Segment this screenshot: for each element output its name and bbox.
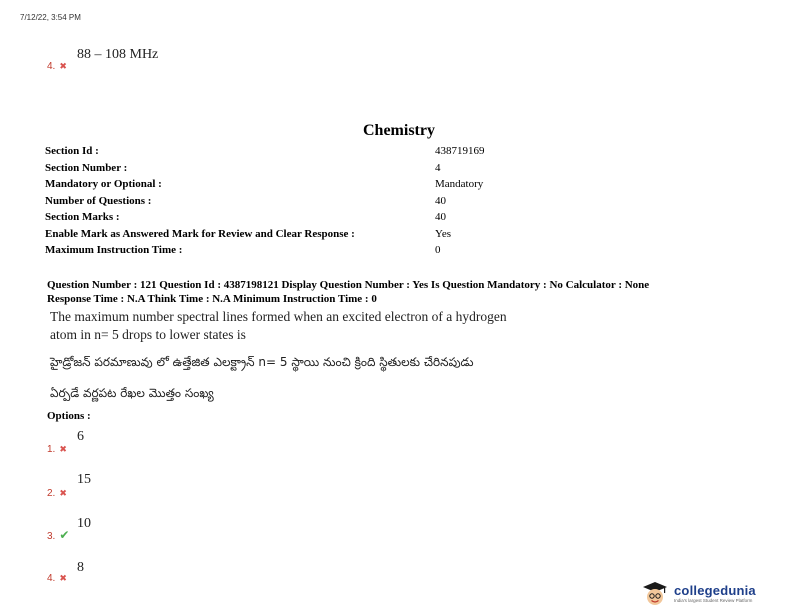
cross-icon: ✖ [59, 62, 67, 72]
prev-option-4 [47, 56, 67, 74]
enable-mark-label: Enable Mark as Answered Mark for Review and Clear Response : [45, 228, 355, 240]
question-telugu-line2: ఏర్పడే వర్ణపట రేఖల మొత్తం సంఖ్య [50, 386, 214, 400]
mandatory-label: Mandatory or Optional : [45, 178, 162, 190]
option-number: 3. [47, 531, 56, 542]
collegedunia-logo [642, 581, 782, 607]
cross-icon: ✖ [59, 489, 67, 499]
section-id-value: 438719169 [435, 145, 485, 157]
print-timestamp: 7/12/22, 3:54 PM [20, 13, 81, 22]
option-1 [47, 439, 67, 457]
logo-name: collegedunia [674, 583, 756, 598]
num-questions-value: 40 [435, 195, 446, 207]
option-4-value: 8 [77, 560, 84, 575]
section-number-value: 4 [435, 162, 441, 174]
question-telugu-line1: హైడ్రోజన్ పరమాణువు లో ఉత్తేజిత ఎలక్ట్రాన్ n= 5 స్థాయి నుంచి క్రింది స్థితులకు చేరినపుడు [50, 355, 474, 369]
section-title: Chemistry [363, 122, 435, 139]
num-questions-label: Number of Questions : [45, 195, 152, 207]
option-2 [47, 483, 67, 501]
mandatory-value: Mandatory [435, 178, 484, 190]
option-4 [47, 568, 67, 586]
option-number: 4. [47, 61, 56, 72]
option-3 [47, 526, 69, 544]
prev-option-value: 88 – 108 MHz [77, 47, 159, 62]
option-1-value: 6 [77, 429, 84, 444]
question-text-line2: atom in n= 5 drops to lower states is [50, 327, 246, 342]
section-id-label: Section Id : [45, 145, 99, 157]
option-number: 4. [47, 573, 56, 584]
option-3-value: 10 [77, 516, 91, 531]
cross-icon: ✖ [59, 574, 67, 584]
question-text-line1: The maximum number spectral lines formed when an excited electron of a hydrogen [50, 309, 507, 324]
section-marks-value: 40 [435, 211, 446, 223]
option-number: 2. [47, 488, 56, 499]
section-number-label: Section Number : [45, 162, 128, 174]
graduate-face-icon [642, 581, 668, 607]
section-marks-label: Section Marks : [45, 211, 120, 223]
question-meta-line2: Response Time : N.A Think Time : N.A Minimum Instruction Time : 0 [47, 293, 377, 305]
enable-mark-value: Yes [435, 228, 452, 240]
max-instruction-time-value: 0 [435, 244, 441, 256]
question-meta-line1: Question Number : 121 Question Id : 4387198121 Display Question Number : Yes Is Question Mandatory : No Calculator : None [47, 279, 650, 291]
checkmark-icon: ✔ [59, 528, 70, 542]
cross-icon: ✖ [59, 445, 67, 455]
option-number: 1. [47, 444, 56, 455]
option-2-value: 15 [77, 472, 91, 487]
options-label: Options : [47, 410, 91, 422]
logo-tagline: India's largest Student Review Platform [674, 598, 753, 603]
max-instruction-time-label: Maximum Instruction Time : [45, 244, 183, 256]
